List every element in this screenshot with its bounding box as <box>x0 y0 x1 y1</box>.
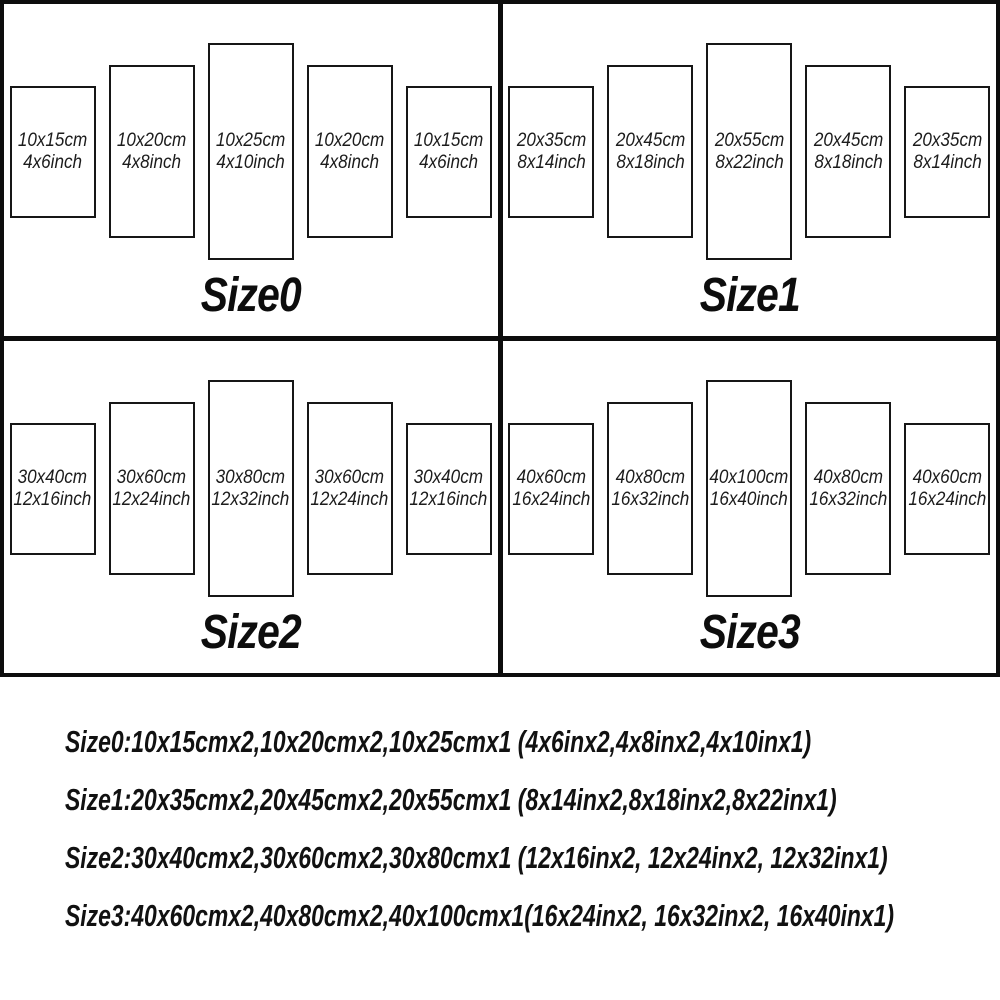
panel-size-cm: 10x20cm <box>117 129 187 151</box>
panel-size-inch: 16x40inch <box>710 488 789 510</box>
panel <box>706 43 792 260</box>
panel-size-inch: 8x18inch <box>814 151 883 173</box>
panel-size-inch: 16x24inch <box>512 488 591 510</box>
panel-size-cm: 30x60cm <box>315 466 385 488</box>
quadrant-size1 <box>503 4 997 336</box>
panel-size-label <box>311 467 389 511</box>
panel <box>109 402 195 575</box>
panel-size-label <box>908 467 986 511</box>
panel <box>607 402 693 575</box>
panel-size-cm: 20x35cm <box>912 129 982 151</box>
legend-line-size0: Size0:10x15cmx2,10x20cmx2,10x25cmx1 (4x6inx2,4x8inx2,4x10inx1) <box>65 724 812 759</box>
panel-size-cm: 30x40cm <box>414 466 484 488</box>
panel <box>805 402 891 575</box>
panel <box>406 423 492 555</box>
quadrant-label-size3: Size3 <box>699 606 800 659</box>
panel <box>607 65 693 238</box>
panel-size-inch: 12x16inch <box>13 488 92 510</box>
panel-size-label <box>14 467 92 511</box>
panel-size-label <box>710 467 789 511</box>
panel-size-inch: 4x8inch <box>122 151 182 173</box>
panel-size-inch: 8x14inch <box>913 151 982 173</box>
panel-size-cm: 10x20cm <box>315 129 385 151</box>
panel-size-cm: 40x60cm <box>516 466 586 488</box>
panel-size-cm: 10x15cm <box>18 129 88 151</box>
panel-size-inch: 12x24inch <box>112 488 191 510</box>
legend-line-size1: Size1:20x35cmx2,20x45cmx2,20x55cmx1 (8x14inx2,8x18inx2,8x22inx1) <box>65 782 837 817</box>
panel-size-label <box>410 467 488 511</box>
quadrant-size2 <box>4 341 498 673</box>
panel-size-cm: 20x55cm <box>714 129 784 151</box>
panel-row-size3 <box>503 380 997 597</box>
panel-size-cm: 40x80cm <box>813 466 883 488</box>
panel-size-label <box>113 467 191 511</box>
panel-size-inch: 8x18inch <box>616 151 685 173</box>
quadrant-label-size1: Size1 <box>699 269 800 322</box>
panel-size-cm: 30x80cm <box>216 466 286 488</box>
panel-size-inch: 12x16inch <box>409 488 488 510</box>
quadrant-label-size0: Size0 <box>200 269 301 322</box>
panel-size-cm: 20x45cm <box>615 129 685 151</box>
panel-size-label <box>216 130 285 174</box>
panel <box>904 86 990 218</box>
panel-size-cm: 10x15cm <box>414 129 484 151</box>
panel <box>307 65 393 238</box>
panel-size-cm: 30x60cm <box>117 466 187 488</box>
panel <box>406 86 492 218</box>
panel-size-inch: 16x32inch <box>611 488 690 510</box>
panel-size-cm: 40x60cm <box>912 466 982 488</box>
quadrant-label-size2: Size2 <box>200 606 301 659</box>
panel <box>904 423 990 555</box>
panel-size-label <box>611 467 689 511</box>
panel-size-label <box>809 467 887 511</box>
panel-row-size0 <box>4 43 498 260</box>
panel <box>307 402 393 575</box>
panel-size-inch: 16x32inch <box>809 488 888 510</box>
panel-size-cm: 10x25cm <box>216 129 286 151</box>
panel-size-label <box>18 130 87 174</box>
quadrant-size3 <box>503 341 997 673</box>
panel-size-label <box>814 130 883 174</box>
panel-size-label <box>913 130 982 174</box>
panel <box>10 86 96 218</box>
panel-size-cm: 20x45cm <box>813 129 883 151</box>
panel <box>208 43 294 260</box>
panel-size-label <box>512 467 590 511</box>
legend-line-size2: Size2:30x40cmx2,30x60cmx2,30x80cmx1 (12x16inx2, 12x24inx2, 12x32inx1) <box>65 840 888 875</box>
panel-size-cm: 30x40cm <box>18 466 88 488</box>
panel <box>805 65 891 238</box>
panel-size-cm: 40x80cm <box>615 466 685 488</box>
panel-size-inch: 4x8inch <box>320 151 380 173</box>
panel-size-label <box>414 130 483 174</box>
panel-size-inch: 4x6inch <box>419 151 479 173</box>
panel <box>10 423 96 555</box>
panel-size-inch: 8x14inch <box>517 151 586 173</box>
panel-size-inch: 8x22inch <box>715 151 784 173</box>
panel-row-size2 <box>4 380 498 597</box>
panel-size-cm: 20x35cm <box>516 129 586 151</box>
panel-size-label <box>315 130 384 174</box>
panel <box>508 423 594 555</box>
panel-size-inch: 4x10inch <box>216 151 285 173</box>
panel-row-size1 <box>503 43 997 260</box>
panel <box>508 86 594 218</box>
legend <box>0 677 1000 933</box>
panel-size-inch: 4x6inch <box>23 151 83 173</box>
panel-size-label <box>212 467 290 511</box>
panel-size-label <box>517 130 586 174</box>
panel-size-cm: 40x100cm <box>709 466 789 488</box>
panel <box>706 380 792 597</box>
quadrant-size0 <box>4 4 498 336</box>
panel <box>208 380 294 597</box>
panel-size-label <box>715 130 784 174</box>
panel-size-label <box>616 130 685 174</box>
panel-size-inch: 12x32inch <box>211 488 290 510</box>
panel-size-label <box>117 130 186 174</box>
panel-size-inch: 12x24inch <box>310 488 389 510</box>
panel-size-inch: 16x24inch <box>908 488 987 510</box>
panel <box>109 65 195 238</box>
legend-line-size3: Size3:40x60cmx2,40x80cmx2,40x100cmx1(16x24inx2, 16x32inx2, 16x40inx1) <box>65 898 895 933</box>
